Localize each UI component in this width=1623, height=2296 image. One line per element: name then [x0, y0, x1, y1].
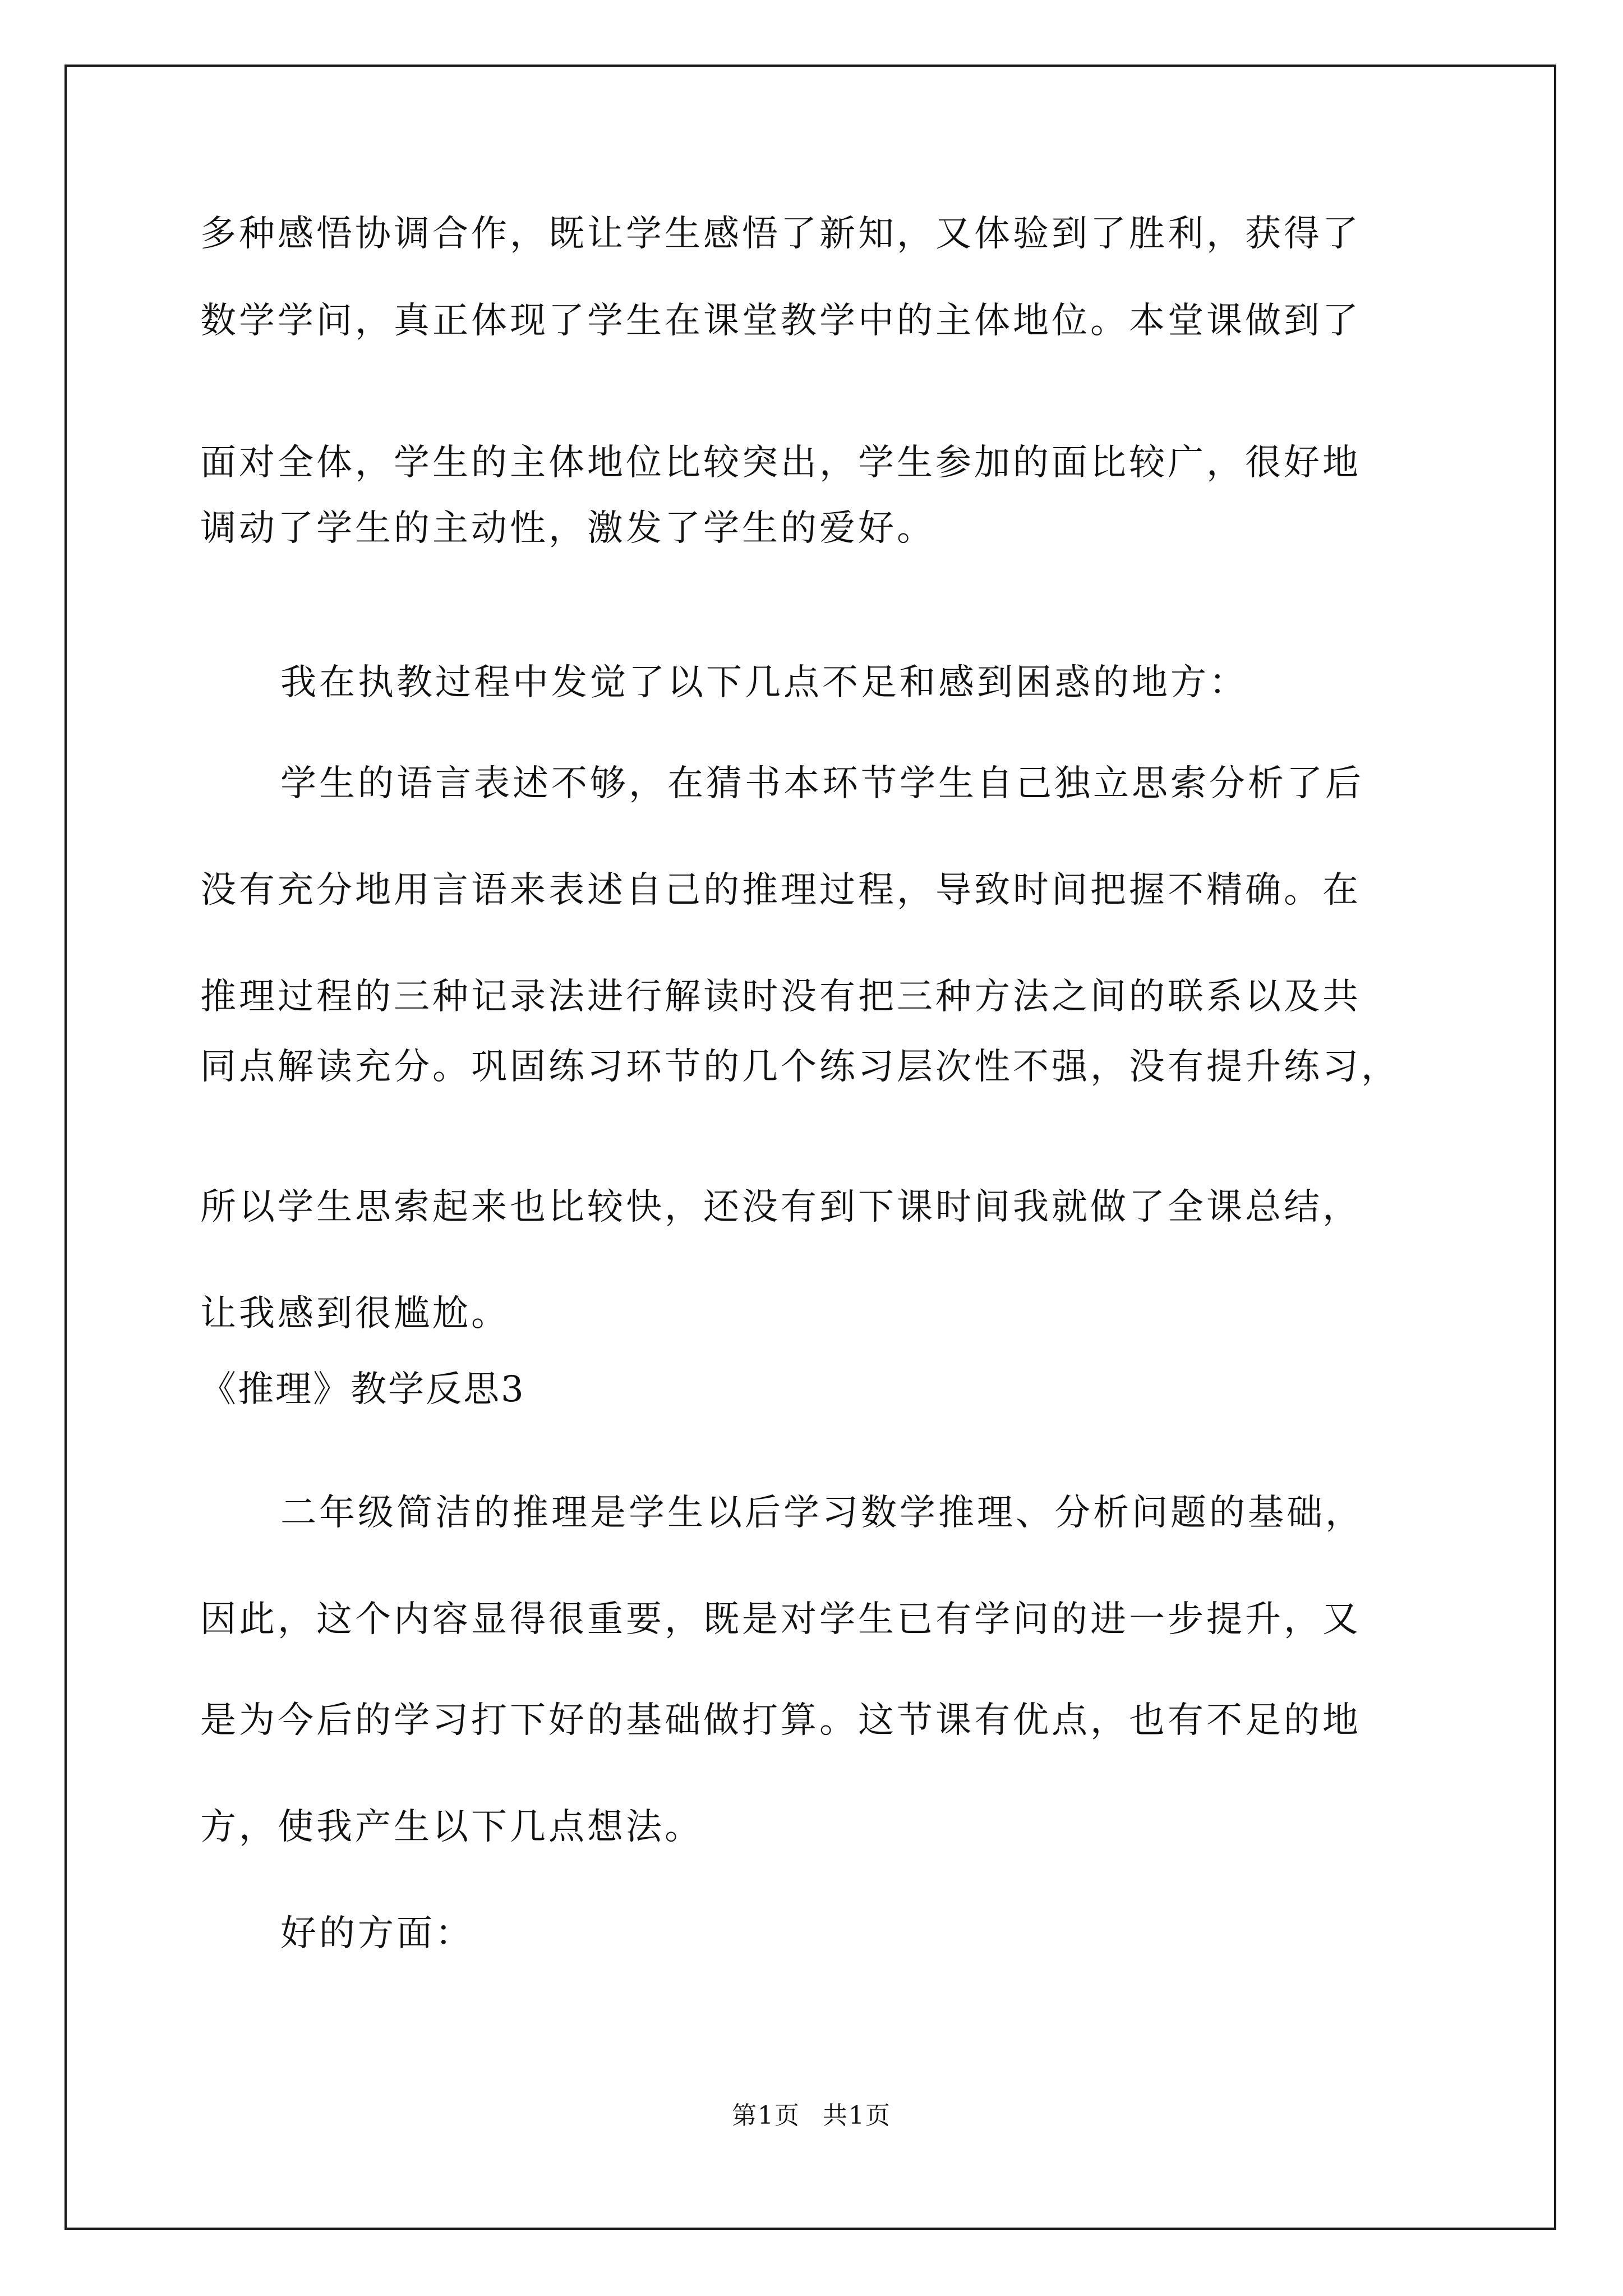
paragraph-line: 面对全体，学生的主体地位比较突出，学生参加的面比较广，很好地 — [200, 442, 1361, 484]
paragraph-line: 学生的语言表述不够，在猜书本环节学生自己独立思索分析了后 — [280, 763, 1364, 804]
paragraph-line: 调动了学生的主动性，激发了学生的爱好。 — [200, 508, 935, 549]
page-footer — [0, 2101, 1623, 2130]
section-heading: 《推理》教学反思3 — [200, 1369, 525, 1410]
paragraph-line: 没有充分地用言语来表述自己的推理过程，导致时间把握不精确。在 — [200, 869, 1361, 911]
paragraph-line: 推理过程的三种记录法进行解读时没有把三种方法之间的联系以及共 — [200, 976, 1361, 1018]
paragraph-line: 让我感到很尴尬。 — [200, 1293, 510, 1335]
paragraph-line: 同点解读充分。巩固练习环节的几个练习层次性不强，没有提升练习， — [200, 1046, 1400, 1088]
paragraph-line: 数学学问，真正体现了学生在课堂教学中的主体地位。本堂课做到了 — [200, 300, 1361, 342]
page-total: 共1页 — [823, 2101, 891, 2130]
paragraph-line: 多种感悟协调合作，既让学生感悟了新知，又体验到了胜利，获得了 — [200, 213, 1361, 255]
paragraph-line: 因此，这个内容显得很重要，既是对学生已有学问的进一步提升，又 — [200, 1599, 1361, 1640]
paragraph-line: 好的方面： — [280, 1913, 474, 1954]
paragraph-line: 所以学生思索起来也比较快，还没有到下课时间我就做了全课总结， — [200, 1186, 1361, 1228]
paragraph-line: 我在执教过程中发觉了以下几点不足和感到困惑的地方： — [280, 662, 1248, 703]
page-border — [64, 65, 1556, 2230]
paragraph-line: 二年级简洁的推理是学生以后学习数学推理、分析问题的基础， — [280, 1492, 1364, 1534]
paragraph-line: 是为今后的学习打下好的基础做打算。这节课有优点，也有不足的地 — [200, 1700, 1361, 1741]
paragraph-line: 方，使我产生以下几点想法。 — [200, 1806, 703, 1848]
page-number: 第1页 — [732, 2101, 800, 2130]
